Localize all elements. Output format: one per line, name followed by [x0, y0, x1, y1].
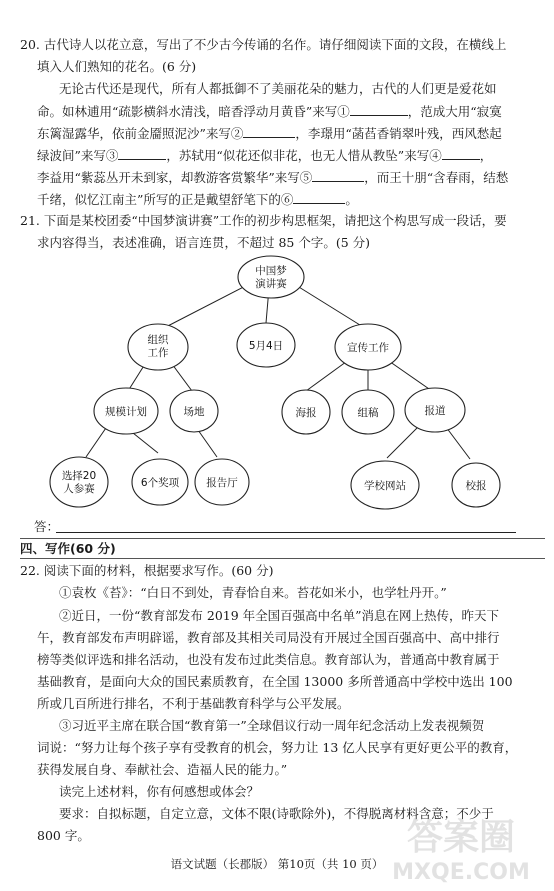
node-website-label: 学校网站 — [364, 480, 406, 492]
connector-line — [86, 425, 108, 457]
q20-passage-text: ，范成大用“寂寞 — [407, 104, 502, 119]
tree-connectors — [86, 279, 470, 459]
page-footer: 语文试题（长郡版） 第10页（共 10 页） — [170, 857, 384, 871]
q22-stem: 22. 阅读下面的材料，根据要求写作。(60 分) — [20, 563, 274, 578]
q20-passage-line-4 — [0, 146, 554, 164]
framework-tree-diagram — [0, 245, 554, 515]
q20-passage-text: 绿波间”来写③ — [37, 148, 119, 163]
connector-line — [172, 364, 192, 391]
node-hall-label: 报告厅 — [206, 477, 238, 489]
q20-passage-line-6 — [0, 190, 554, 208]
node-select-label-1: 选择20 — [61, 470, 97, 482]
connector-line — [386, 359, 432, 391]
material-3-line-1: ③习近平主席在联合国“教育第一”全球倡议行动一周年纪念活动上发表视频贺 — [59, 718, 485, 733]
connector-line — [128, 364, 145, 391]
answer-blank-3[interactable] — [118, 146, 166, 160]
q20-passage-line-5 — [0, 168, 554, 186]
node-org-label-1: 组织 — [147, 334, 169, 346]
answer-line[interactable] — [56, 532, 516, 533]
node-publicity-label: 宣传工作 — [347, 342, 389, 354]
q20-passage-text: ， — [479, 148, 493, 163]
answer-blank-6[interactable] — [293, 190, 345, 204]
q20-passage-line-2 — [0, 102, 554, 120]
q20-passage-text: 东篱湿露华，依前金靥照泥沙”来写② — [37, 126, 244, 141]
node-select — [50, 457, 108, 507]
q20-passage-line-1: 无论古代还是现代，所有人都抵御不了美丽花朵的魅力，古代的人们更是爱花如 — [59, 81, 497, 96]
node-venue-label: 场地 — [183, 406, 205, 418]
node-org-label-2: 工作 — [147, 347, 169, 359]
q20-passage-text: 李益用“紫蕊丛开未到家，却教游客赏繁华”来写⑤ — [37, 170, 313, 185]
watermark-url: MXQE.COM — [392, 860, 530, 885]
writing-requirements-line-1: 要求：自拟标题，自定立意，文体不限(诗歌除外)，不得脱离材料含意；不少于 — [59, 806, 494, 821]
q20-passage-text: 命。如林逋用“疏影横斜水清浅，暗香浮动月黄昏”来写① — [37, 104, 350, 119]
tree-nodes — [50, 256, 500, 509]
node-school-paper-label: 校报 — [465, 480, 487, 492]
answer-blank-1[interactable] — [350, 102, 408, 116]
node-drafts-label: 组稿 — [357, 407, 379, 419]
q21-stem-line-2: 求内容得当，表述准确，语言连贯，不超过 85 个字。(5 分) — [37, 235, 371, 250]
answer-blank-2[interactable] — [243, 124, 295, 138]
material-2-line-1: ②近日，一份“教育部发布 2019 年全国百强高中名单”消息在网上热传，昨天下 — [59, 608, 500, 623]
node-root-label-2: 演讲赛 — [255, 278, 287, 290]
node-poster-label: 海报 — [295, 407, 317, 419]
material-2-line-3: 榜等类似评选和排名活动，也没有发布过此类信息。教育部认为，普通高中教育属于 — [37, 652, 500, 667]
material-2-line-2: 午，教育部发布声明辟谣，教育部及其相关司局没有开展过全国百强高中、高中排行 — [37, 630, 500, 645]
material-2-line-5: 所或几百所进行排名，不利于基础教育科学与公平发展。 — [37, 696, 350, 711]
q20-passage-text: 。 — [345, 192, 358, 207]
answer-label: 答： — [34, 519, 60, 534]
answer-blank-4[interactable] — [442, 146, 480, 160]
node-root — [238, 256, 304, 298]
material-3-line-3: 获得发展自身、奉献社会、造福人民的能力。” — [37, 762, 288, 777]
q20-stem-line-1: 20. 古代诗人以花立意，写出了不少古今传诵的名作。请仔细阅读下面的文段，在横线上 — [20, 37, 507, 52]
q20-passage-text: 千绪，似忆江南主”所写的正是戴望舒笔下的⑥ — [37, 192, 294, 207]
q20-passage-text: ，苏轼用“似花还似非花，也无人惜从教坠”来写④ — [166, 148, 442, 163]
connector-line — [198, 430, 217, 457]
node-report-label: 报道 — [424, 405, 446, 417]
node-scale-label: 规模计划 — [105, 406, 147, 418]
node-awards-label: 6个奖项 — [140, 477, 180, 489]
answer-blank-5[interactable] — [312, 168, 364, 182]
q20-passage-text: ，而王十朋“含春雨，结愁 — [364, 170, 509, 185]
section-title: 四、写作(60 分) — [20, 541, 116, 556]
tree-node-labels — [62, 264, 487, 495]
connector-line — [446, 427, 470, 459]
node-date-label: 5月4日 — [248, 340, 284, 352]
material-2-line-4: 基础教育，是面向大众的国民素质教育，在全国 13000 多所普通高中学校中选出 100 — [37, 674, 513, 689]
material-1: ①袁枚《苔》：“白日不到处，青春恰自来。苔花如米小，也学牡丹开。” — [59, 585, 447, 600]
q20-stem-line-2: 填入人们熟知的花名。(6 分) — [37, 59, 197, 74]
q20-passage-line-3 — [0, 124, 554, 142]
section-divider — [20, 538, 545, 539]
connector-line — [387, 427, 418, 458]
writing-prompt: 读完上述材料，你有何感想或体会？ — [59, 784, 260, 799]
q20-passage-text: ，李璟用“菡萏香销翠叶残，西风愁起 — [295, 126, 502, 141]
q21-stem-line-1: 21. 下面是某校团委“中国梦演讲赛”工作的初步构思框架，请把这个构思写成一段话，要 — [20, 213, 507, 228]
writing-requirements-line-2: 800 字。 — [37, 828, 90, 843]
node-root-label-1: 中国梦 — [255, 265, 287, 277]
material-3-line-2: 词说：“努力让每个孩子享有受教育的机会，努力让 13 亿人民享有更好更公平的教育， — [37, 740, 518, 755]
connector-line — [306, 359, 350, 391]
node-select-label-2: 人参赛 — [63, 483, 95, 495]
section-divider — [20, 558, 545, 559]
watermark-logo — [376, 807, 546, 887]
watermark-title: 答案圈 — [406, 817, 516, 858]
